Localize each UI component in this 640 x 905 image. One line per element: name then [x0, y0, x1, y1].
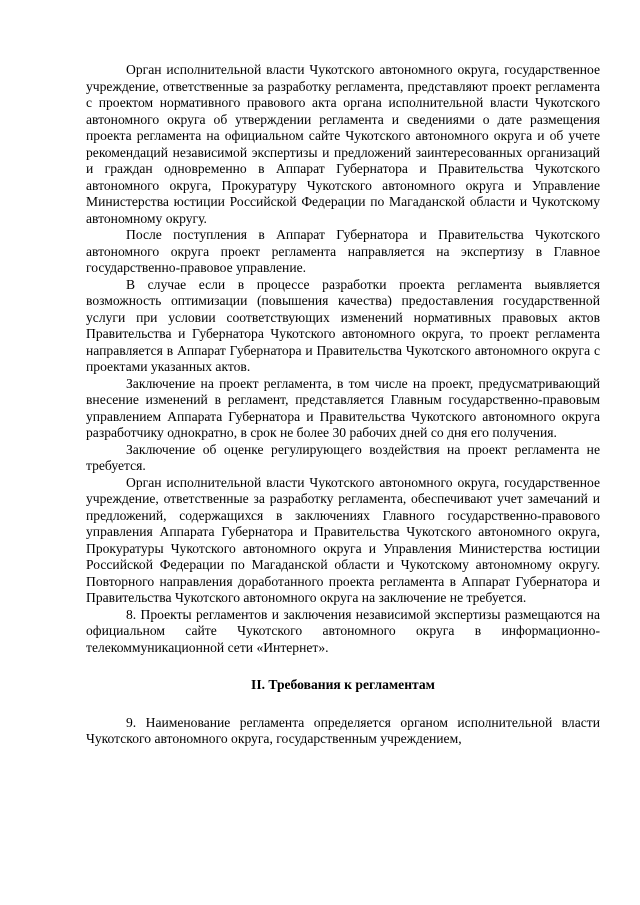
paragraph-conclusion: Заключение на проект регламента, в том числе на проект, предусматривающий внесение изменений в регламент, представляется Главным государственно-правовым управлением Аппарата Губернатора и Правительства Чукотского автономного округа разработчику однократно, в срок не более 30 рабочих дней со дня его получения.	[86, 375, 600, 440]
paragraph-submission: Орган исполнительной власти Чукотского автономного округа, государственное учреждение, ответственные за разработку регламента, представляют проект регламента с проектом нормативного правового акта органа исполнительной власти Чукотского автономного округа об утверждении регламента и сведениями о дате размещения проекта регламента на официальном сайте Чукотского автономного округа и об учете рекомендаций независимой экспертизы и предложений заинтересованных организаций и граждан одновременно в Аппарат Губернатора и Правительства Чукотского автономного округа, Прокуратуру Чукотского автономного округа и Управление Министерства юстиции Российской Федерации по Магаданской области и Чукотскому автономному округу.	[86, 62, 600, 226]
paragraph-remarks: Орган исполнительной власти Чукотского автономного округа, государственное учреждение, ответственные за разработку регламента, обеспечивают учет замечаний и предложений, содержащихся в заключениях Главного государственно-правового управления Аппарата Губернатора и Правительства Чукотского автономного округа, Прокуратуры Чукотского автономного округа и Управления Министерства юстиции Российской Федерации по Магаданской области и Чукотскому автономному округу. Повторного направления доработанного проекта регламента в Аппарат Губернатора и Правительства Чукотского автономного округа на заключение не требуется.	[86, 474, 600, 605]
paragraph-publication: 8. Проекты регламентов и заключения независимой экспертизы размещаются на официальном сайте Чукотского автономного округа в информационно-телекоммуникационной сети «Интернет».	[86, 606, 600, 655]
paragraph-regulatory-impact: Заключение об оценке регулирующего воздействия на проект регламента не требуется.	[86, 441, 600, 473]
section-heading: II. Требования к регламентам	[251, 677, 435, 692]
paragraph-naming: 9. Наименование регламента определяется органом исполнительной власти Чукотского автономного округа, государственным учреждением,	[86, 714, 600, 746]
document-body	[86, 62, 600, 748]
paragraph-optimization: В случае если в процессе разработки проекта регламента выявляется возможность оптимизации (повышения качества) предоставления государственной услуги при условии соответствующих изменений нормативных правовых актов Правительства и Губернатора Чукотского автономного округа, то проект регламента направляется в Аппарат Губернатора и Правительства Чукотского автономного округа с проектами указанных актов.	[86, 276, 600, 374]
paragraph-expertise: После поступления в Аппарат Губернатора и Правительства Чукотского автономного округа проект регламента направляется на экспертизу в Главное государственно-правовое управление.	[86, 227, 600, 275]
